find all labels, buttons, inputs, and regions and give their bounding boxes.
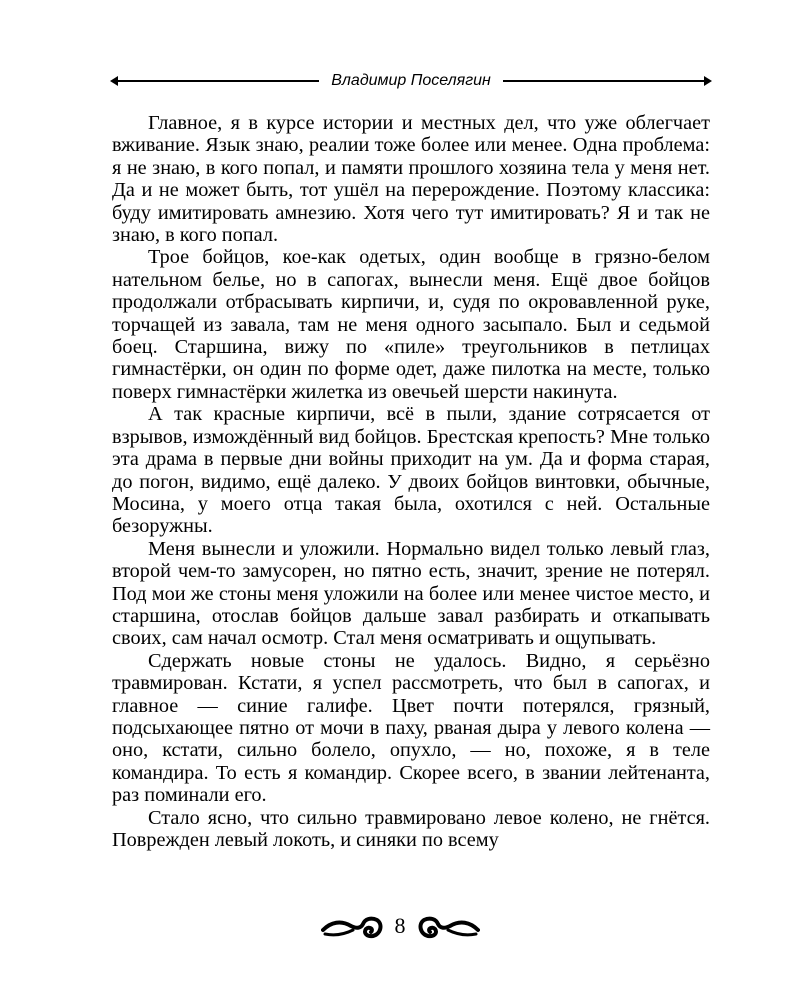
paragraph: А так красные кирпичи, всё в пыли, здание сотрясается от взрывов, измождённый вид бойцов. Брестская крепость? Мне только эта драма в первые дни войны приходит на ум. Да и форма старая, до погон, видимо, ещё далеко. У двоих бойцов винтовки, обычные, Мосина, у моего отца такая была, охотился с ней. Остальные безоружны.: [112, 403, 710, 538]
page-number: 8: [394, 913, 406, 938]
paragraph: Трое бойцов, кое-как одетых, один вообще в грязно-белом нательном белье, но в сапогах, вынесли меня. Ещё двое бойцов продолжали отбрасывать кирпичи, и, судя по окровавленной руке, торчащей из завала, там не меня одного засыпало. Был и седьмой боец. Старшина, вижу по «пиле» треугольников в петлицах гимнастёрки, он один по форме одет, даже пилотка на месте, только поверх гимнастёрки жилетка из овечьей шерсти накинута.: [112, 246, 710, 403]
paragraph: Сдержать новые стоны не удалось. Видно, я серьёзно травмирован. Кстати, я успел рассмотреть, что был в сапогах, и главное — синие галифе. Цвет почти потерялся, грязный, подсыхающее пятно от мочи в паху, рваная дыра у левого колена — оно, кстати, сильно болело, опухло, — но, похоже, я в теле командира. То есть я командир. Скорее всего, в звании лейтенанта, раз поминали его.: [112, 649, 710, 807]
ornament-right-icon: [416, 912, 480, 940]
ornament-left-icon: [321, 912, 385, 940]
page-footer: [300, 908, 500, 944]
body-text: [112, 112, 710, 851]
paragraph: Главное, я в курсе истории и местных дел, что уже облегчает вживание. Язык знаю, реалии тоже более или менее. Одна проблема: я не знаю, в кого попал, и памяти прошлого хозяина тела у меня нет. Да и не может быть, тот ушёл на перерождение. Поэтому классика: буду имитировать амнезию. Хотя чего тут имитировать? Я и так не знаю, в кого попал.: [112, 112, 710, 247]
header-rule-left: [112, 80, 319, 82]
paragraph: Меня вынесли и уложили. Нормально видел только левый глаз, второй чем-то замусорен, но пятно есть, значит, зрение не потерял. Под мои же стоны меня уложили на более или менее чистое место, и старшина, отослав бойцов дальше завал разбирать и откапывать своих, сам начал осмотр. Стал меня осматривать и ощупывать.: [112, 537, 710, 650]
header-rule-right: [503, 80, 710, 82]
running-header: [112, 66, 710, 96]
paragraph: Стало ясно, что сильно травмировано левое колено, не гнётся. Поврежден левый локоть, и синяки по всему: [112, 806, 710, 851]
header-author-name: Владимир Поселягин: [331, 72, 491, 89]
